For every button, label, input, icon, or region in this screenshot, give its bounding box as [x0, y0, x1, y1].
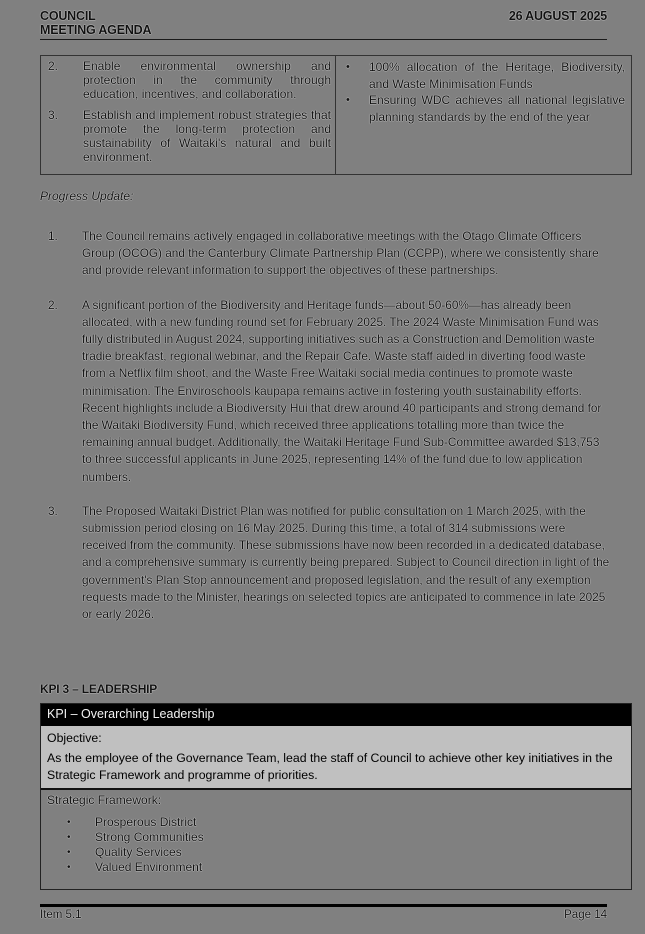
target-item [346, 59, 625, 92]
goal-text: Enable environmental ownership and protection in the community through education, incentives, and collaboration. [83, 59, 331, 102]
header-title [40, 9, 151, 37]
framework-item [67, 815, 625, 830]
bullet-icon: • [67, 817, 71, 828]
bullet-icon: • [346, 94, 350, 106]
footer-page-number: Page 14 [564, 909, 607, 921]
progress-text: A significant portion of the Biodiversity and Heritage funds—about 50-60%—has already been allocated, with a new funding round set for February 2025. The 2024 Waste Minimisation Fund was fully distributed in August 2024, supporting initiatives such as a Construction and Demolition waste tradie breakfast, regional webinar, and the Repair Cafe. Waste staff aided in diverting food waste from a Netflix film shoot, and the Waste Free Waitaki social media continues to promote waste minimisation. The Enviroschools kaupapa remains active in fostering youth sustainability efforts. Recent highlights include a Biodiversity Hui that drew around 40 participants and strong demand for the Waitaki Biodiversity Fund, which received three applications totalling more than twice the remaining annual budget. Additionally, the Waitaki Heritage Fund Sub-Committee awarded $13,753 to three successful applicants in June 2025, representing 14% of the fund due to low application numbers. [82, 297, 602, 484]
progress-item [40, 297, 610, 486]
progress-text: The Council remains actively engaged in collaborative meetings with the Otago Climate Officers Group (OCOG) and the Canterbury Climate Partnership Plan (CCPP), where we consistently share and provide relevant information to support the objectives of these partnerships. [82, 229, 599, 278]
header-council: COUNCIL [40, 9, 96, 23]
footer-item-number: Item 5.1 [40, 909, 82, 921]
progress-item [40, 503, 610, 623]
progress-update-label: Progress Update: [40, 189, 134, 203]
goal-item [48, 59, 331, 102]
kpi-title: KPI – Overarching Leadership [41, 704, 631, 726]
strategic-framework-label: Strategic Framework: [47, 793, 162, 807]
target-item [346, 92, 625, 125]
bullet-icon: • [67, 832, 71, 843]
strategic-framework [41, 790, 631, 877]
progress-number: 1. [48, 229, 58, 243]
header-date: 26 AUGUST 2025 [508, 9, 607, 23]
framework-item-text: Strong Communities [95, 830, 204, 844]
strategic-framework-list [47, 815, 625, 875]
header-meeting-agenda: MEETING AGENDA [40, 23, 152, 37]
targets-column [336, 56, 631, 174]
kpi-box [40, 703, 632, 890]
goals-column [41, 56, 336, 174]
framework-item-text: Prosperous District [95, 815, 197, 829]
progress-text: The Proposed Waitaki District Plan was notified for public consultation on 1 March 2025, with the submission period closing on 16 May 2025. During this time, a total of 314 submissions were received from the community. These submissions have now been recorded in a dedicated database, and a comprehensive summary is currently being prepared. Subject to Council direction in light of the government's Plan Stop announcement and proposed legislation, and the result of any exemption requests made to the Minister, hearings on selected topics are anticipated to commence in late 2025 or early 2026. [82, 503, 610, 622]
target-text: 100% allocation of the Heritage, Biodiversity, and Waste Minimisation Funds [369, 60, 625, 91]
progress-list [40, 228, 610, 640]
progress-number: 3. [48, 503, 58, 518]
target-text: Ensuring WDC achieves all national legislative planning standards by the end of the year [369, 93, 625, 124]
progress-number: 2. [48, 297, 58, 312]
goal-item [48, 108, 331, 165]
page-header [40, 9, 607, 40]
kpi-objective [41, 726, 631, 790]
bullet-icon: • [67, 847, 71, 858]
goal-text: Establish and implement robust strategies that promote the long-term protection and sustainability of Waitaki's natural and built environment. [83, 107, 331, 165]
framework-item [67, 830, 625, 845]
framework-item-text: Valued Environment [95, 860, 203, 874]
framework-item-text: Quality Services [95, 845, 182, 859]
goals-targets-table [40, 55, 632, 175]
progress-item [40, 228, 610, 280]
page-footer [40, 904, 607, 921]
objective-text: As the employee of the Governance Team, lead the staff of Council to achieve other key initiatives in the Strategic Framework and programme of priorities. [47, 751, 613, 782]
framework-item [67, 860, 625, 875]
bullet-icon: • [346, 61, 350, 73]
goal-number: 3. [48, 107, 59, 122]
kpi-section-heading: KPI 3 – LEADERSHIP [40, 682, 158, 696]
goal-number: 2. [48, 59, 59, 73]
bullet-icon: • [67, 862, 71, 873]
objective-label: Objective: [47, 731, 102, 745]
framework-item [67, 845, 625, 860]
